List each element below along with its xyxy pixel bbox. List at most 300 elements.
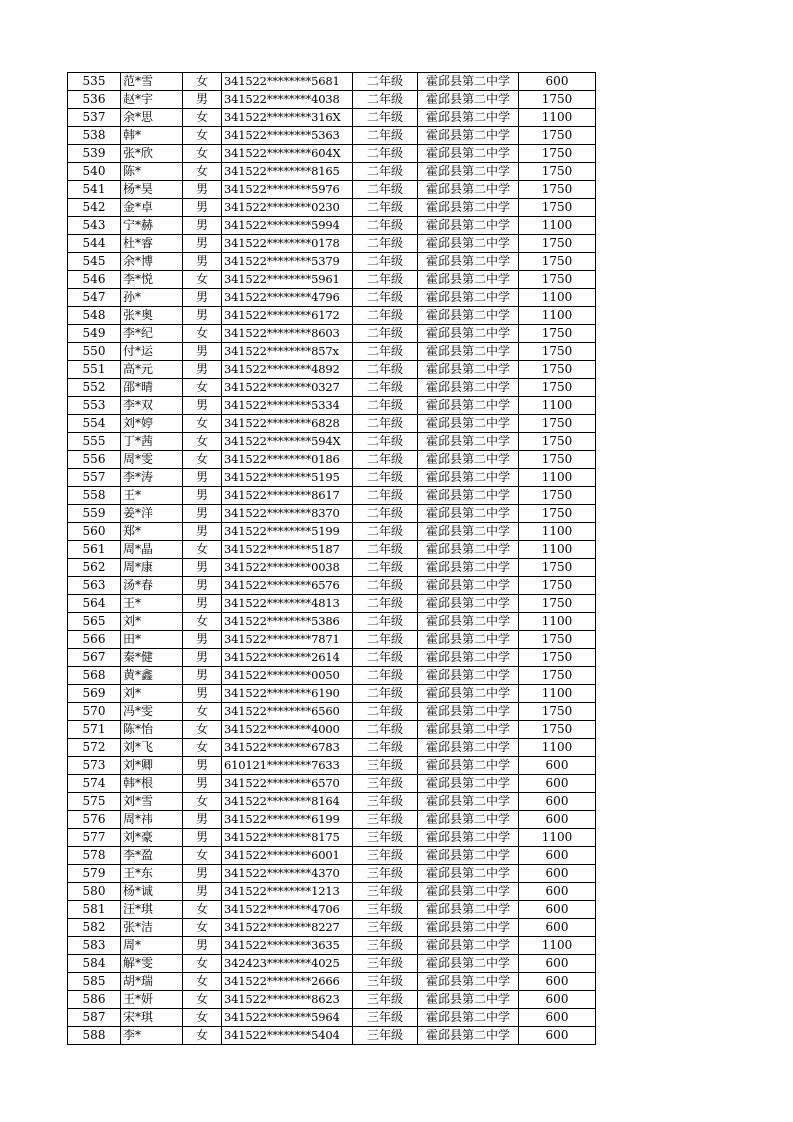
grade-cell: 二年级 <box>353 379 418 397</box>
grade-cell: 二年级 <box>353 487 418 505</box>
gender-cell: 男 <box>183 361 222 379</box>
school-cell: 霍邱县第二中学 <box>418 973 519 991</box>
row-number-cell: 540 <box>68 163 121 181</box>
gender-cell: 女 <box>183 433 222 451</box>
grade-cell: 二年级 <box>353 523 418 541</box>
table-row <box>68 433 596 451</box>
amount-cell: 1100 <box>519 307 596 325</box>
school-cell: 霍邱县第二中学 <box>418 919 519 937</box>
gender-cell: 男 <box>183 685 222 703</box>
row-number-cell: 577 <box>68 829 121 847</box>
gender-cell: 女 <box>183 109 222 127</box>
gender-cell: 男 <box>183 595 222 613</box>
id-number-cell: 341522********0230 <box>222 199 353 217</box>
id-number-cell: 341522********5386 <box>222 613 353 631</box>
gender-cell: 女 <box>183 991 222 1009</box>
row-number-cell: 561 <box>68 541 121 559</box>
school-cell: 霍邱县第二中学 <box>418 217 519 235</box>
amount-cell: 1750 <box>519 667 596 685</box>
row-number-cell: 570 <box>68 703 121 721</box>
gender-cell: 男 <box>183 937 222 955</box>
gender-cell: 女 <box>183 739 222 757</box>
table-row <box>68 271 596 289</box>
student-name-cell: 余*博 <box>121 253 183 271</box>
amount-cell: 1750 <box>519 379 596 397</box>
grade-cell: 三年级 <box>353 1027 418 1045</box>
school-cell: 霍邱县第二中学 <box>418 901 519 919</box>
grade-cell: 二年级 <box>353 145 418 163</box>
grade-cell: 二年级 <box>353 307 418 325</box>
gender-cell: 女 <box>183 451 222 469</box>
school-cell: 霍邱县第二中学 <box>418 163 519 181</box>
grade-cell: 三年级 <box>353 793 418 811</box>
table-row <box>68 829 596 847</box>
id-number-cell: 341522********8165 <box>222 163 353 181</box>
amount-cell: 1100 <box>519 739 596 757</box>
row-number-cell: 551 <box>68 361 121 379</box>
grade-cell: 二年级 <box>353 235 418 253</box>
amount-cell: 1750 <box>519 199 596 217</box>
row-number-cell: 558 <box>68 487 121 505</box>
id-number-cell: 341522********8617 <box>222 487 353 505</box>
school-cell: 霍邱县第二中学 <box>418 739 519 757</box>
table-row <box>68 775 596 793</box>
row-number-cell: 538 <box>68 127 121 145</box>
grade-cell: 二年级 <box>353 181 418 199</box>
school-cell: 霍邱县第二中学 <box>418 811 519 829</box>
gender-cell: 男 <box>183 235 222 253</box>
grade-cell: 三年级 <box>353 865 418 883</box>
row-number-cell: 552 <box>68 379 121 397</box>
student-name-cell: 周*晶 <box>121 541 183 559</box>
amount-cell: 1100 <box>519 109 596 127</box>
school-cell: 霍邱县第二中学 <box>418 685 519 703</box>
gender-cell: 女 <box>183 613 222 631</box>
table-row <box>68 631 596 649</box>
school-cell: 霍邱县第二中学 <box>418 937 519 955</box>
id-number-cell: 341522********0327 <box>222 379 353 397</box>
row-number-cell: 583 <box>68 937 121 955</box>
amount-cell: 1750 <box>519 127 596 145</box>
student-name-cell: 周*雯 <box>121 451 183 469</box>
row-number-cell: 560 <box>68 523 121 541</box>
amount-cell: 1750 <box>519 487 596 505</box>
grade-cell: 二年级 <box>353 163 418 181</box>
row-number-cell: 581 <box>68 901 121 919</box>
student-name-cell: 周*康 <box>121 559 183 577</box>
row-number-cell: 550 <box>68 343 121 361</box>
id-number-cell: 341522********604X <box>222 145 353 163</box>
gender-cell: 女 <box>183 325 222 343</box>
table-row <box>68 883 596 901</box>
row-number-cell: 574 <box>68 775 121 793</box>
student-name-cell: 郑* <box>121 523 183 541</box>
school-cell: 霍邱县第二中学 <box>418 181 519 199</box>
amount-cell: 600 <box>519 883 596 901</box>
row-number-cell: 548 <box>68 307 121 325</box>
id-number-cell: 610121********7633 <box>222 757 353 775</box>
grade-cell: 二年级 <box>353 721 418 739</box>
table-row <box>68 343 596 361</box>
table-row <box>68 235 596 253</box>
gender-cell: 女 <box>183 847 222 865</box>
student-name-cell: 张*洁 <box>121 919 183 937</box>
row-number-cell: 584 <box>68 955 121 973</box>
grade-cell: 三年级 <box>353 829 418 847</box>
school-cell: 霍邱县第二中学 <box>418 145 519 163</box>
gender-cell: 男 <box>183 505 222 523</box>
student-name-cell: 李*悦 <box>121 271 183 289</box>
amount-cell: 1750 <box>519 235 596 253</box>
row-number-cell: 563 <box>68 577 121 595</box>
row-number-cell: 579 <box>68 865 121 883</box>
student-name-cell: 陈* <box>121 163 183 181</box>
student-name-cell: 杨*昊 <box>121 181 183 199</box>
grade-cell: 二年级 <box>353 559 418 577</box>
student-name-cell: 刘*卿 <box>121 757 183 775</box>
row-number-cell: 585 <box>68 973 121 991</box>
grade-cell: 二年级 <box>353 541 418 559</box>
grade-cell: 二年级 <box>353 253 418 271</box>
student-name-cell: 杜*睿 <box>121 235 183 253</box>
school-cell: 霍邱县第二中学 <box>418 703 519 721</box>
student-name-cell: 王* <box>121 595 183 613</box>
student-name-cell: 张*奥 <box>121 307 183 325</box>
row-number-cell: 587 <box>68 1009 121 1027</box>
gender-cell: 男 <box>183 469 222 487</box>
grade-cell: 二年级 <box>353 415 418 433</box>
grade-cell: 二年级 <box>353 595 418 613</box>
table-row <box>68 793 596 811</box>
amount-cell: 1100 <box>519 397 596 415</box>
gender-cell: 男 <box>183 523 222 541</box>
school-cell: 霍邱县第二中学 <box>418 433 519 451</box>
table-row <box>68 91 596 109</box>
grade-cell: 二年级 <box>353 91 418 109</box>
grade-cell: 二年级 <box>353 361 418 379</box>
id-number-cell: 341522********6001 <box>222 847 353 865</box>
gender-cell: 男 <box>183 199 222 217</box>
school-cell: 霍邱县第二中学 <box>418 955 519 973</box>
student-name-cell: 李*盈 <box>121 847 183 865</box>
student-name-cell: 杨*诚 <box>121 883 183 901</box>
id-number-cell: 341522********8603 <box>222 325 353 343</box>
grade-cell: 二年级 <box>353 649 418 667</box>
school-cell: 霍邱县第二中学 <box>418 271 519 289</box>
amount-cell: 600 <box>519 973 596 991</box>
row-number-cell: 557 <box>68 469 121 487</box>
id-number-cell: 341522********5961 <box>222 271 353 289</box>
amount-cell: 1750 <box>519 271 596 289</box>
row-number-cell: 564 <box>68 595 121 613</box>
id-number-cell: 342423********4025 <box>222 955 353 973</box>
id-number-cell: 341522********594X <box>222 433 353 451</box>
id-number-cell: 341522********0186 <box>222 451 353 469</box>
grade-cell: 二年级 <box>353 325 418 343</box>
student-name-cell: 汤*春 <box>121 577 183 595</box>
id-number-cell: 341522********3635 <box>222 937 353 955</box>
table-row <box>68 361 596 379</box>
gender-cell: 女 <box>183 793 222 811</box>
grade-cell: 三年级 <box>353 991 418 1009</box>
gender-cell: 女 <box>183 415 222 433</box>
grade-cell: 二年级 <box>353 217 418 235</box>
amount-cell: 600 <box>519 1009 596 1027</box>
gender-cell: 女 <box>183 919 222 937</box>
school-cell: 霍邱县第二中学 <box>418 865 519 883</box>
grade-cell: 二年级 <box>353 343 418 361</box>
grade-cell: 二年级 <box>353 469 418 487</box>
student-name-cell: 刘*婷 <box>121 415 183 433</box>
school-cell: 霍邱县第二中学 <box>418 361 519 379</box>
student-name-cell: 周*祎 <box>121 811 183 829</box>
amount-cell: 1100 <box>519 685 596 703</box>
school-cell: 霍邱县第二中学 <box>418 343 519 361</box>
student-name-cell: 刘* <box>121 685 183 703</box>
amount-cell: 600 <box>519 757 596 775</box>
amount-cell: 1750 <box>519 163 596 181</box>
table-row <box>68 469 596 487</box>
amount-cell: 1750 <box>519 703 596 721</box>
row-number-cell: 575 <box>68 793 121 811</box>
school-cell: 霍邱县第二中学 <box>418 649 519 667</box>
school-cell: 霍邱县第二中学 <box>418 667 519 685</box>
row-number-cell: 546 <box>68 271 121 289</box>
gender-cell: 女 <box>183 1009 222 1027</box>
row-number-cell: 542 <box>68 199 121 217</box>
id-number-cell: 341522********6560 <box>222 703 353 721</box>
school-cell: 霍邱县第二中学 <box>418 109 519 127</box>
student-name-cell: 刘*豪 <box>121 829 183 847</box>
student-name-cell: 李*纪 <box>121 325 183 343</box>
grade-cell: 三年级 <box>353 1009 418 1027</box>
gender-cell: 男 <box>183 865 222 883</box>
id-number-cell: 341522********5199 <box>222 523 353 541</box>
amount-cell: 600 <box>519 991 596 1009</box>
grade-cell: 三年级 <box>353 811 418 829</box>
grade-cell: 二年级 <box>353 73 418 91</box>
id-number-cell: 341522********8370 <box>222 505 353 523</box>
amount-cell: 600 <box>519 847 596 865</box>
grade-cell: 二年级 <box>353 271 418 289</box>
id-number-cell: 341522********5334 <box>222 397 353 415</box>
student-name-cell: 宋*琪 <box>121 1009 183 1027</box>
school-cell: 霍邱县第二中学 <box>418 613 519 631</box>
row-number-cell: 537 <box>68 109 121 127</box>
school-cell: 霍邱县第二中学 <box>418 757 519 775</box>
amount-cell: 1100 <box>519 937 596 955</box>
school-cell: 霍邱县第二中学 <box>418 1027 519 1045</box>
row-number-cell: 535 <box>68 73 121 91</box>
grade-cell: 三年级 <box>353 901 418 919</box>
amount-cell: 1750 <box>519 559 596 577</box>
gender-cell: 男 <box>183 775 222 793</box>
table-row <box>68 145 596 163</box>
grade-cell: 二年级 <box>353 127 418 145</box>
id-number-cell: 341522********4370 <box>222 865 353 883</box>
amount-cell: 1750 <box>519 361 596 379</box>
amount-cell: 1750 <box>519 631 596 649</box>
student-name-cell: 黄*鑫 <box>121 667 183 685</box>
id-number-cell: 341522********6828 <box>222 415 353 433</box>
amount-cell: 1750 <box>519 577 596 595</box>
id-number-cell: 341522********6570 <box>222 775 353 793</box>
id-number-cell: 341522********8623 <box>222 991 353 1009</box>
table-row <box>68 523 596 541</box>
gender-cell: 女 <box>183 127 222 145</box>
id-number-cell: 341522********5994 <box>222 217 353 235</box>
row-number-cell: 544 <box>68 235 121 253</box>
grade-cell: 二年级 <box>353 667 418 685</box>
id-number-cell: 341522********4892 <box>222 361 353 379</box>
student-name-cell: 解*雯 <box>121 955 183 973</box>
table-row <box>68 307 596 325</box>
amount-cell: 1750 <box>519 145 596 163</box>
amount-cell: 1750 <box>519 595 596 613</box>
grade-cell: 三年级 <box>353 883 418 901</box>
amount-cell: 1750 <box>519 505 596 523</box>
grade-cell: 三年级 <box>353 919 418 937</box>
gender-cell: 女 <box>183 145 222 163</box>
gender-cell: 女 <box>183 901 222 919</box>
student-name-cell: 李*涛 <box>121 469 183 487</box>
row-number-cell: 547 <box>68 289 121 307</box>
table-row <box>68 919 596 937</box>
amount-cell: 1750 <box>519 343 596 361</box>
amount-cell: 600 <box>519 901 596 919</box>
id-number-cell: 341522********6190 <box>222 685 353 703</box>
amount-cell: 1750 <box>519 649 596 667</box>
school-cell: 霍邱县第二中学 <box>418 253 519 271</box>
row-number-cell: 588 <box>68 1027 121 1045</box>
school-cell: 霍邱县第二中学 <box>418 91 519 109</box>
gender-cell: 女 <box>183 1027 222 1045</box>
id-number-cell: 341522********6576 <box>222 577 353 595</box>
school-cell: 霍邱县第二中学 <box>418 1009 519 1027</box>
school-cell: 霍邱县第二中学 <box>418 379 519 397</box>
amount-cell: 1750 <box>519 451 596 469</box>
gender-cell: 男 <box>183 487 222 505</box>
table-row <box>68 415 596 433</box>
student-name-cell: 冯*雯 <box>121 703 183 721</box>
amount-cell: 600 <box>519 865 596 883</box>
id-number-cell: 341522********4796 <box>222 289 353 307</box>
gender-cell: 男 <box>183 289 222 307</box>
gender-cell: 女 <box>183 973 222 991</box>
table-row <box>68 667 596 685</box>
id-number-cell: 341522********8227 <box>222 919 353 937</box>
student-name-cell: 汪*琪 <box>121 901 183 919</box>
grade-cell: 二年级 <box>353 703 418 721</box>
table-row <box>68 127 596 145</box>
school-cell: 霍邱县第二中学 <box>418 577 519 595</box>
amount-cell: 600 <box>519 919 596 937</box>
school-cell: 霍邱县第二中学 <box>418 397 519 415</box>
id-number-cell: 341522********316X <box>222 109 353 127</box>
id-number-cell: 341522********857x <box>222 343 353 361</box>
school-cell: 霍邱县第二中学 <box>418 541 519 559</box>
amount-cell: 1750 <box>519 325 596 343</box>
table-row <box>68 541 596 559</box>
table-row <box>68 973 596 991</box>
row-number-cell: 576 <box>68 811 121 829</box>
amount-cell: 600 <box>519 955 596 973</box>
student-name-cell: 王* <box>121 487 183 505</box>
gender-cell: 男 <box>183 883 222 901</box>
student-name-cell: 刘*飞 <box>121 739 183 757</box>
amount-cell: 1100 <box>519 613 596 631</box>
table-row <box>68 685 596 703</box>
school-cell: 霍邱县第二中学 <box>418 307 519 325</box>
row-number-cell: 566 <box>68 631 121 649</box>
amount-cell: 1100 <box>519 541 596 559</box>
student-name-cell: 陈*怡 <box>121 721 183 739</box>
table-row <box>68 217 596 235</box>
table-row <box>68 1009 596 1027</box>
student-name-cell: 张*欣 <box>121 145 183 163</box>
row-number-cell: 567 <box>68 649 121 667</box>
table-row <box>68 505 596 523</box>
table-row <box>68 289 596 307</box>
student-name-cell: 刘*雪 <box>121 793 183 811</box>
id-number-cell: 341522********6199 <box>222 811 353 829</box>
amount-cell: 600 <box>519 775 596 793</box>
row-number-cell: 549 <box>68 325 121 343</box>
row-number-cell: 556 <box>68 451 121 469</box>
row-number-cell: 580 <box>68 883 121 901</box>
grade-cell: 三年级 <box>353 847 418 865</box>
gender-cell: 男 <box>183 631 222 649</box>
row-number-cell: 578 <box>68 847 121 865</box>
school-cell: 霍邱县第二中学 <box>418 235 519 253</box>
amount-cell: 1750 <box>519 721 596 739</box>
student-name-cell: 金*卓 <box>121 199 183 217</box>
row-number-cell: 554 <box>68 415 121 433</box>
table-row <box>68 739 596 757</box>
school-cell: 霍邱县第二中学 <box>418 559 519 577</box>
id-number-cell: 341522********8175 <box>222 829 353 847</box>
student-table <box>67 72 596 1045</box>
table-row <box>68 559 596 577</box>
school-cell: 霍邱县第二中学 <box>418 73 519 91</box>
student-name-cell: 刘* <box>121 613 183 631</box>
grade-cell: 三年级 <box>353 757 418 775</box>
id-number-cell: 341522********4038 <box>222 91 353 109</box>
id-number-cell: 341522********2614 <box>222 649 353 667</box>
school-cell: 霍邱县第二中学 <box>418 595 519 613</box>
table-row <box>68 397 596 415</box>
gender-cell: 男 <box>183 811 222 829</box>
student-name-cell: 王*妍 <box>121 991 183 1009</box>
id-number-cell: 341522********4813 <box>222 595 353 613</box>
gender-cell: 男 <box>183 397 222 415</box>
student-name-cell: 丁*茜 <box>121 433 183 451</box>
grade-cell: 三年级 <box>353 955 418 973</box>
amount-cell: 1750 <box>519 181 596 199</box>
gender-cell: 男 <box>183 649 222 667</box>
student-name-cell: 余*思 <box>121 109 183 127</box>
school-cell: 霍邱县第二中学 <box>418 991 519 1009</box>
school-cell: 霍邱县第二中学 <box>418 847 519 865</box>
school-cell: 霍邱县第二中学 <box>418 523 519 541</box>
school-cell: 霍邱县第二中学 <box>418 721 519 739</box>
student-name-cell: 李*双 <box>121 397 183 415</box>
table-row <box>68 181 596 199</box>
gender-cell: 男 <box>183 181 222 199</box>
id-number-cell: 341522********2666 <box>222 973 353 991</box>
row-number-cell: 559 <box>68 505 121 523</box>
grade-cell: 二年级 <box>353 685 418 703</box>
